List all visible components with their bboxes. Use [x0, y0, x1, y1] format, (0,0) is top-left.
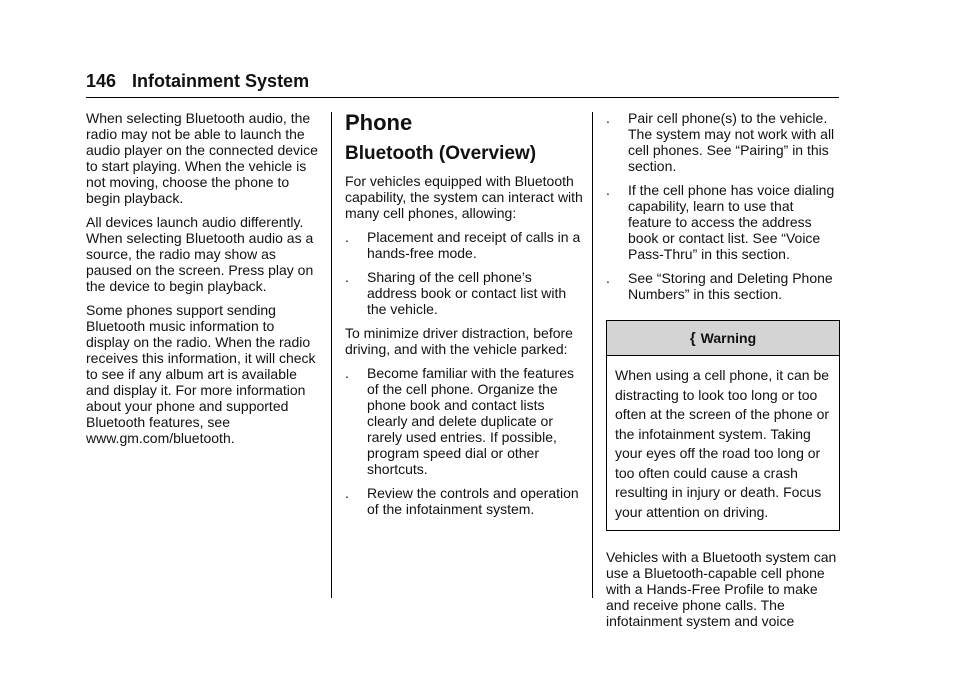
list-item [606, 110, 840, 174]
list-item [606, 270, 840, 302]
paragraph: All devices launch audio differently. When selecting Bluetooth audio as a source, the radio may show as paused on the screen. Press play on the device to begin playback. [86, 214, 314, 294]
warning-icon: { [689, 330, 696, 347]
paragraph: To minimize driver distraction, before driving, and with the vehicle parked: [345, 325, 573, 357]
list-item-text: Pair cell phone(s) to the vehicle. The system may not work with all cell phones. See “Pairing” in this section. [628, 110, 835, 174]
bullet-marker: . [606, 182, 610, 198]
list-item [345, 269, 583, 317]
list-item-text: See “Storing and Deleting Phone Numbers” in this section. [628, 270, 833, 302]
bullet-marker: . [606, 270, 610, 286]
subsection-heading: Bluetooth (Overview) [345, 143, 537, 164]
list-item [606, 182, 840, 262]
bullet-marker: . [345, 485, 349, 501]
warning-text: When using a cell phone, it can be distracting to look too long or too often at the screen of the phone or the infotainment system. Taking your eyes off the road too long or too often could cause a crash resulting in injury or death. Focus your attention on driving. [615, 367, 830, 520]
page-header [86, 70, 839, 92]
list-item-text: Review the controls and operation of the infotainment system. [367, 485, 579, 517]
column-right [606, 110, 840, 637]
paragraph: For vehicles equipped with Bluetooth capability, the system can interact with many cell phones, allowing: [345, 173, 583, 221]
list-item-text: Sharing of the cell phone’s address book or contact list with the vehicle. [367, 269, 567, 317]
column-middle [345, 110, 583, 525]
warning-title: Warning [700, 330, 757, 346]
list-item-text: If the cell phone has voice dialing capability, learn to use that feature to access the address book or contact list. See “Voice Pass-Thru” in this section. [628, 182, 835, 262]
bullet-marker: . [345, 365, 349, 381]
bullet-marker: . [606, 110, 610, 126]
list-item [345, 485, 583, 517]
column-divider-2 [592, 112, 593, 598]
warning-header [607, 321, 839, 356]
paragraph: When selecting Bluetooth audio, the radio may not be able to launch the audio player on the connected device to start playing. When the vehicle is not moving, choose the phone to begin playback. [86, 110, 318, 206]
paragraph: Some phones support sending Bluetooth music information to display on the radio. When the radio receives this information, it will check to see if any album art is available and display it. For more information about your phone and supported Bluetooth features, see www.gm.com/bluetooth. [86, 302, 316, 446]
bullet-marker: . [345, 229, 349, 245]
list-item-text: Placement and receipt of calls in a hands-free mode. [367, 229, 581, 261]
list-item-text: Become familiar with the features of the cell phone. Organize the phone book and contact lists clearly and delete duplicate or rarely used entries. If possible, program speed dial or other shortcuts. [367, 365, 574, 477]
warning-box [606, 320, 840, 531]
bullet-marker: . [345, 269, 349, 285]
list-item [345, 365, 583, 477]
header-divider [86, 97, 839, 98]
column-left [86, 110, 321, 454]
section-title: Infotainment System [132, 71, 310, 91]
column-divider-1 [331, 112, 332, 598]
list-item [345, 229, 583, 261]
page-number: 146 [86, 71, 117, 91]
section-heading: Phone [345, 110, 413, 135]
paragraph: Vehicles with a Bluetooth system can use a Bluetooth-capable cell phone with a Hands-Free Profile to make and receive phone calls. The infotainment system and voice [606, 549, 837, 629]
